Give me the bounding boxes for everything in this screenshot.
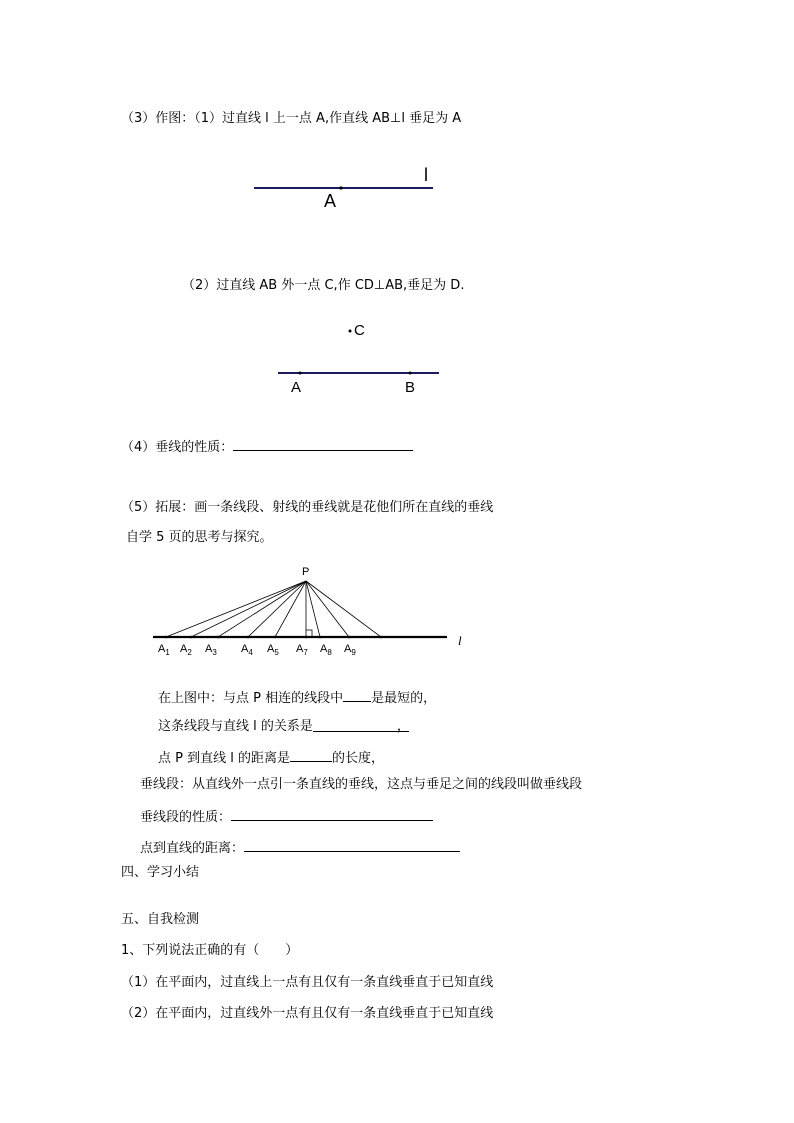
q4-label-row	[121, 438, 413, 456]
fig3-foot-point	[274, 636, 277, 639]
question-c-pre: 点 P 到直线 l 的距离是	[158, 751, 290, 766]
fig3-label-p: P	[302, 566, 310, 578]
fig2-label-c: C	[354, 322, 365, 339]
fig1-point-a	[339, 186, 342, 189]
figure-2	[278, 322, 439, 396]
fig3-foot-point	[319, 636, 322, 639]
fig3-segment	[248, 581, 306, 637]
fig3-segment	[191, 581, 306, 637]
section4-title: 四、学习小结	[121, 865, 200, 880]
prop-label: 垂线段的性质：	[140, 810, 232, 825]
question-c-post: 的长度，	[331, 751, 384, 766]
section5-title: 五、自我检测	[121, 912, 200, 927]
fig3-segment	[218, 581, 306, 637]
fig2-point-b	[409, 372, 412, 375]
dist-blank[interactable]	[244, 839, 460, 852]
prop-row	[140, 808, 433, 826]
fig3-foot-point	[380, 636, 383, 639]
fig3-point-label: $A_3$	[205, 643, 217, 657]
question-b	[158, 719, 409, 735]
fig3-point-label: $A_5$	[267, 643, 279, 657]
q5-line1: （5）拓展：画一条线段、射线的垂线就是花他们所在直线的垂线	[121, 500, 494, 515]
fig3-right-angle-mark	[306, 630, 312, 637]
question-c	[158, 749, 384, 767]
fig2-label-b: B	[405, 379, 416, 396]
fig3-point-label: $A_7$	[296, 643, 308, 657]
self-test-q1: 1、下列说法正确的有（ ）	[121, 943, 299, 958]
self-test-s2: （2）在平面内，过直线外一点有且仅有一条直线垂直于已知直线	[121, 1006, 494, 1021]
fig3-foot-point	[348, 636, 351, 639]
fig3-foot-point	[217, 636, 220, 639]
question-a-post: 是最短的，	[371, 691, 437, 706]
question-b-blank[interactable]	[313, 719, 409, 732]
question-b-pre: 这条线段与直线 l 的关系是	[158, 719, 313, 734]
fig3-point-label: $A_2$	[180, 643, 192, 657]
self-test-s1: （1）在平面内，过直线上一点有且仅有一条直线垂直于已知直线	[121, 975, 494, 990]
definition: 垂线段：从直线外一点引一条直线的垂线，这点与垂足之间的线段叫做垂线段	[140, 777, 583, 792]
figure-1	[254, 165, 433, 211]
fig3-foot-point	[165, 636, 168, 639]
prop-blank[interactable]	[231, 808, 433, 821]
dist-row	[140, 839, 460, 857]
dist-label: 点到直线的距离：	[140, 841, 245, 856]
fig3-segment	[166, 581, 306, 637]
fig3-segment	[306, 581, 320, 637]
fig2-label-a: A	[291, 379, 302, 396]
question-a	[158, 689, 436, 707]
q4-answer-blank[interactable]	[233, 438, 413, 451]
fig3-foot-point	[190, 636, 193, 639]
fig2-point-a	[299, 372, 302, 375]
fig3-segment	[306, 581, 381, 637]
question-b-post: ，	[396, 719, 410, 734]
q3-heading: （3）作图：（1）过直线 l 上一点 A,作直线 AB⊥l 垂足为 A	[121, 111, 462, 126]
fig3-segment	[275, 581, 306, 637]
fig3-segment	[306, 581, 349, 637]
question-a-pre: 在上图中：与点 P 相连的线段中	[158, 691, 344, 706]
q4-label: （4）垂线的性质：	[121, 440, 234, 455]
question-a-blank[interactable]	[343, 689, 371, 702]
fig3-foot-point	[247, 636, 250, 639]
q3-sub2: （2）过直线 AB 外一点 C,作 CD⊥AB,垂足为 D.	[182, 278, 465, 293]
fig3-point-label: $A_1$	[158, 643, 170, 657]
fig2-point-c	[349, 330, 352, 333]
fig3-foot-point	[305, 636, 308, 639]
fig1-label-l: l	[424, 165, 428, 185]
figure-3	[153, 566, 462, 657]
question-c-blank[interactable]	[290, 749, 332, 762]
fig1-label-a: A	[324, 191, 337, 211]
fig3-point-label: $A_8$	[320, 643, 332, 657]
fig3-point-label: $A_9$	[344, 643, 356, 657]
fig3-label-l: l	[458, 633, 462, 648]
q5-line2: 自学 5 页的思考与探究。	[126, 530, 273, 545]
fig3-point-label: $A_4$	[241, 643, 253, 657]
